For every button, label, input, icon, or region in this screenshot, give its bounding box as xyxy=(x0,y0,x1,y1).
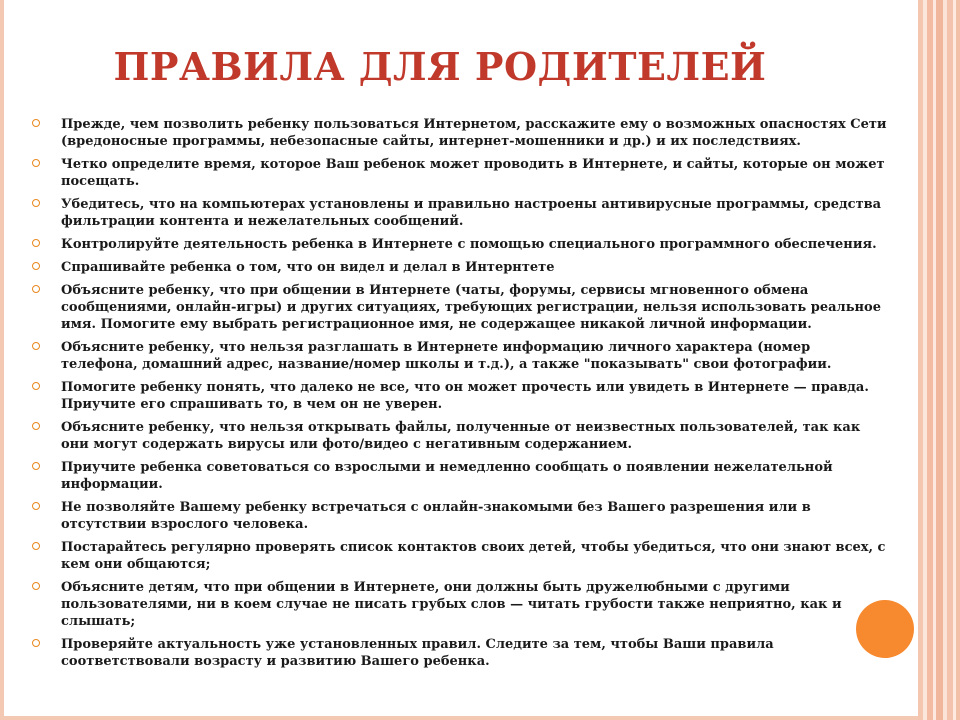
list-item-text: Постарайтесь регулярно проверять список контактов своих детей, чтобы убедиться, что они знают всех, с кем они общаются; xyxy=(61,540,886,572)
list-item xyxy=(32,636,887,670)
bullet-icon xyxy=(32,542,40,550)
bullet-icon xyxy=(32,462,40,470)
decorative-stripes xyxy=(918,0,960,720)
list-item xyxy=(32,259,887,276)
list-item xyxy=(32,339,887,373)
list-item xyxy=(32,116,887,150)
list-item-text: Контролируйте деятельность ребенка в Интернете с помощью специального программного обеспечения. xyxy=(61,237,877,252)
bullet-icon xyxy=(32,119,40,127)
decorative-circle xyxy=(856,600,914,658)
list-item-text: Не позволяйте Вашему ребенку встречаться с онлайн-знакомыми без Вашего разрешения или в отсутствии взрослого человека. xyxy=(61,500,811,532)
slide-frame-bottom xyxy=(0,716,960,720)
bullet-icon xyxy=(32,582,40,590)
list-item-text: Объясните ребенку, что нельзя разглашать в Интернете информацию личного характера (номер телефона, домашний адрес, название/номер школы и т.д.), а также "показывать" свои фотографии. xyxy=(61,340,832,372)
list-item-text: Приучите ребенка советоваться со взрослыми и немедленно сообщать о появлении нежелательной информации. xyxy=(61,460,833,492)
list-item xyxy=(32,539,887,573)
bullet-icon xyxy=(32,239,40,247)
bullet-icon xyxy=(32,382,40,390)
list-item-text: Убедитесь, что на компьютерах установлены и правильно настроены антивирусные программы, средства фильтрации контента и нежелательных сообщений. xyxy=(61,197,882,229)
list-item xyxy=(32,236,887,253)
list-item-text: Объясните детям, что при общении в Интернете, они должны быть дружелюбными с другими пользователями, ни в коем случае не писать грубых слов — читать грубости также неприятно, как и слышать; xyxy=(61,580,842,629)
bullet-icon xyxy=(32,639,40,647)
bullet-icon xyxy=(32,502,40,510)
list-item xyxy=(32,419,887,453)
list-item xyxy=(32,579,887,630)
bullet-icon xyxy=(32,159,40,167)
list-item xyxy=(32,379,887,413)
rules-list xyxy=(32,116,887,676)
list-item xyxy=(32,459,887,493)
list-item-text: Проверяйте актуальность уже установленных правил. Следите за тем, чтобы Ваши правила соответствовали возрасту и развитию Вашего ребенка. xyxy=(61,637,774,669)
slide-frame-left xyxy=(0,0,4,720)
list-item xyxy=(32,156,887,190)
page-title: ПРАВИЛА ДЛЯ РОДИТЕЛЕЙ xyxy=(113,44,767,89)
list-item-text: Объясните ребенку, что нельзя открывать файлы, полученные от неизвестных пользователей, так как они могут содержать вирусы или фото/видео с негативным содержанием. xyxy=(61,420,861,452)
bullet-icon xyxy=(32,422,40,430)
list-item-text: Прежде, чем позволить ребенку пользоваться Интернетом, расскажите ему о возможных опасностях Сети (вредоносные программы, небезопасные сайты, интернет-мошенники и др.) и их последствиях. xyxy=(61,117,887,149)
bullet-icon xyxy=(32,285,40,293)
bullet-icon xyxy=(32,342,40,350)
list-item xyxy=(32,499,887,533)
bullet-icon xyxy=(32,199,40,207)
bullet-icon xyxy=(32,262,40,270)
list-item-text: Объясните ребенку, что при общении в Интернете (чаты, форумы, сервисы мгновенного обмена сообщениями, онлайн-игры) и других ситуациях, требующих регистрации, нельзя использовать реальное имя. Помогите ему выбрать регистрационное имя, не содержащее никакой личной информации. xyxy=(61,283,881,332)
list-item xyxy=(32,196,887,230)
list-item-text: Помогите ребенку понять, что далеко не все, что он может прочесть или увидеть в Интернете — правда. Приучите его спрашивать то, в чем он не уверен. xyxy=(61,380,869,412)
list-item xyxy=(32,282,887,333)
list-item-text: Четко определите время, которое Ваш ребенок может проводить в Интернете, и сайты, которые он может посещать. xyxy=(61,157,885,189)
list-item-text: Спрашивайте ребенка о том, что он видел и делал в Интернтете xyxy=(61,260,555,275)
